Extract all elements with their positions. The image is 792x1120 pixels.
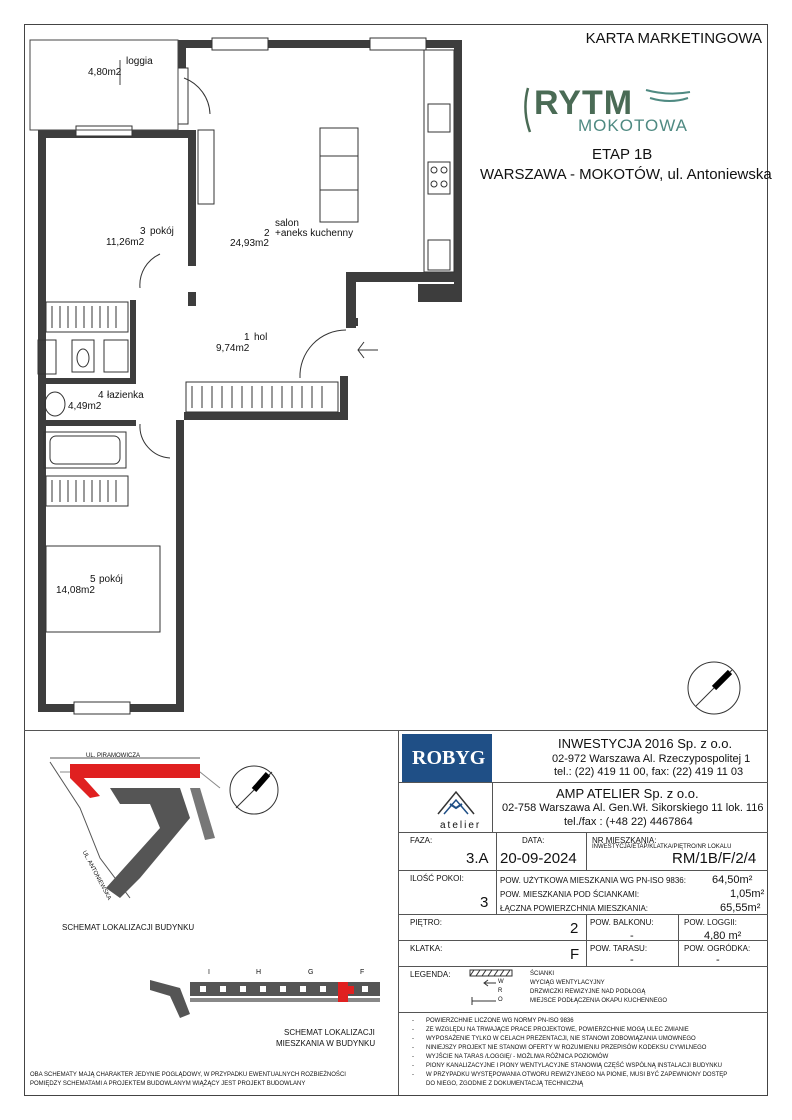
pokoje-label: ILOŚĆ POKOI: [410,874,464,883]
atelier-logo-icon [436,788,476,818]
street-piramowicza: UL. PIRAMOWICZA [86,753,141,759]
legend-sym-o: O [498,997,503,1003]
taras-label: POW. TARASU: [590,944,648,953]
note-bullet: - [412,1054,414,1060]
room-5-name: pokój [99,574,123,585]
apartment-schema [150,974,390,1024]
robyg-logo [402,734,492,782]
divider-developer [398,782,768,783]
pow-uzytkowa-label: POW. UŻYTKOWA MIESZKANIA WG PN-ISO 9836: [500,876,686,885]
robyg-logo-text: ROBYG [412,747,486,769]
ogrodek-value: - [716,954,720,966]
divider-pokoje [496,870,497,914]
note-bullet: - [412,1045,414,1051]
caption-apartment-2: MIESZKANIA W BUDYNKU [276,1039,376,1048]
room-2-name: salon [275,218,299,229]
legend-sym-r: R [498,988,503,994]
pow-scianki-label: POW. MIESZKANIA POD ŚCIANKAMI: [500,890,640,899]
column-divider [398,730,399,1095]
data-label: DATA: [522,836,545,845]
developer-name: INWESTYCJA 2016 Sp. z o.o. [558,736,733,751]
note-bullet: - [412,1027,414,1033]
note-bullet: - [412,1036,414,1042]
divider-faza [496,832,497,870]
note-item: POWIERZCHNIE LICZONE WG NORMY PN-ISO 9836 [426,1018,574,1024]
atelier-logo-text: atelier [440,820,482,831]
legend-item-0: ŚCIANKI [530,971,555,977]
note-item: ZE WZGLĘDU NA TRWAJĄCE PRACE PROJEKTOWE, POWIERZCHNIE MOGĄ ULEC ZMIANIE [426,1027,689,1033]
architect-address: 02-758 Warszawa Al. Gen.Wł. Sikorskiego 11 lok. 116 [502,802,764,814]
nr-label: NR MIESZKANIA: [592,836,657,845]
note-bullet: - [412,1072,414,1078]
architect-name: AMP ATELIER Sp. z o.o. [556,786,699,801]
pow-laczna-value: 65,55m² [720,902,761,914]
legend-item-2: DRZWICZKI REWIZYJNE NAD PODŁOGĄ [530,989,646,995]
pietro-label: PIĘTRO: [410,918,443,927]
note-item: WYJŚCIE NA TARAS /LOGGIĘ/ - MOŻLIWA RÓŻNICA POZIOMÓW [426,1054,609,1060]
room-5-no: 5 [90,574,96,585]
etap-label: ETAP 1B [592,146,653,163]
data-value: 20-09-2024 [500,850,577,867]
pokoje-value: 3 [480,894,489,911]
room-4-name: łazienka [107,390,144,401]
room-3-no: 3 [140,226,146,237]
section-divider [24,730,768,731]
faza-value: 3.A [466,850,489,867]
divider-architect [398,832,768,833]
klatka-f: F [360,969,365,976]
divider-row3 [398,940,768,941]
klatka-value: F [570,946,580,963]
legend-symbols [466,968,526,1008]
balkon-label: POW. BALKONU: [590,918,654,927]
note-item: WYPOSAŻENIE TYLKO W CELACH PREZENTACJI, NIE STANOWI ZOBOWIĄZANIA UMOWNEGO [426,1036,696,1042]
note-item: PIONY KANALIZACYJNE I PIONY WENTYLACYJNE STANOWIĄ CZĘŚĆ WSPÓLNĄ INSTALACJI BUDYNKU [426,1063,722,1069]
disclaimer-line-1: OBA SCHEMATY MAJĄ CHARAKTER JEDYNIE POGLĄDOWY, W PRZYPADKU EWENTUALNYCH ROZBIEŻNOŚCI [30,1072,346,1078]
pow-uzytkowa-value: 64,50m² [712,874,753,886]
note-item: NINIEJSZY PROJEKT NIE STANOWI OFERTY W ROZUMIENIU PRZEPISÓW KODEKSU CYWILNEGO [426,1045,707,1051]
room-2-name2: +aneks kuchenny [275,228,354,239]
nr-value: RM/1B/F/2/4 [672,850,757,867]
ogrodek-label: POW. OGRÓDKA: [684,944,751,953]
note-bullet: - [412,1063,414,1069]
caption-apartment-1: SCHEMAT LOKALIZACJI [284,1028,375,1037]
room-4-area: 4,49m2 [68,401,102,412]
divider-row1 [398,870,768,871]
logo-sub: MOKOTOWA [578,116,688,135]
room-1-name: hol [254,332,268,343]
pietro-value: 2 [570,920,579,937]
disclaimer-line-2: POMIĘDZY SCHEMATAMI A PROJEKTEM BUDOWLANYM WIĄŻĄCY JEST PROJEKT BUDOWLANY [30,1081,306,1087]
legend-title: LEGENDA: [410,970,451,979]
caption-building: SCHEMAT LOKALIZACJI BUDYNKU [62,923,195,932]
compass-small-icon [228,764,280,816]
room-1-no: 1 [244,332,250,343]
klatka-g: G [308,969,314,976]
architect-phone: tel./fax : (+48 22) 4467864 [564,816,693,828]
taras-value: - [630,954,634,966]
pow-scianki-value: 1,05m² [730,888,765,900]
legend-sym-w: W [498,979,504,985]
room-loggia-area: 4,80m2 [88,67,122,78]
divider-legend [398,1012,768,1013]
developer-address: 02-972 Warszawa Al. Rzeczypospolitej 1 [552,753,751,765]
note-item: W PRZYPADKU WYSTĘPOWANIA OTWORU REWIZYJNEGO NA PIONIE, MUSI BYĆ ZAPEWNIONY DOSTĘP [426,1072,728,1078]
room-3-name: pokój [150,226,174,237]
room-2-area: 24,93m2 [230,238,269,249]
location-label: WARSZAWA - MOKOTÓW, ul. Antoniewska [480,166,772,183]
room-2-no: 2 [264,228,270,239]
room-1-area: 9,74m2 [216,343,250,354]
klatka-h: H [256,969,262,976]
document-title: KARTA MARKETINGOWA [585,30,762,47]
room-5-area: 14,08m2 [56,585,95,596]
note-item: DO NIEGO, ZGODNIE Z DOKUMENTACJĄ TECHNICZNĄ [426,1081,584,1087]
room-3-area: 11,26m2 [106,237,145,248]
legend-item-1: WYCIĄG WENTYLACYJNY [530,980,605,986]
balkon-value: - [630,930,634,942]
legend-item-3: MIEJSCE PODŁĄCZENIA OKAPU KUCHENNEGO [530,998,668,1004]
loggia-label: POW. LOGGII: [684,918,737,927]
site-schema [40,748,370,918]
note-bullet: - [412,1018,414,1024]
compass-icon [686,660,742,716]
klatka-label: KLATKA: [410,944,443,953]
divider-row4 [398,966,768,967]
divider-architect-logo [492,782,493,832]
divider-row2 [398,914,768,915]
room-4-no: 4 [98,390,104,401]
developer-phone: tel.: (22) 419 11 00, fax: (22) 419 11 03 [554,766,744,778]
logo-main: RYTM [534,84,634,122]
nr-sublabel: INWESTYCJA/ETAP/KLATKA/PIĘTRO/NR LOKALU [592,844,732,850]
street-antoniewska: UL. ANTONIEWSKA [80,850,112,902]
divider-data [586,832,587,870]
faza-label: FAZA: [410,836,433,845]
loggia-value: 4,80 m² [704,930,742,942]
klatka-i: I [208,969,210,976]
room-loggia-name: loggia [126,56,153,67]
pow-laczna-label: ŁĄCZNA POWIERZCHNIA MIESZKANIA: [500,904,649,913]
